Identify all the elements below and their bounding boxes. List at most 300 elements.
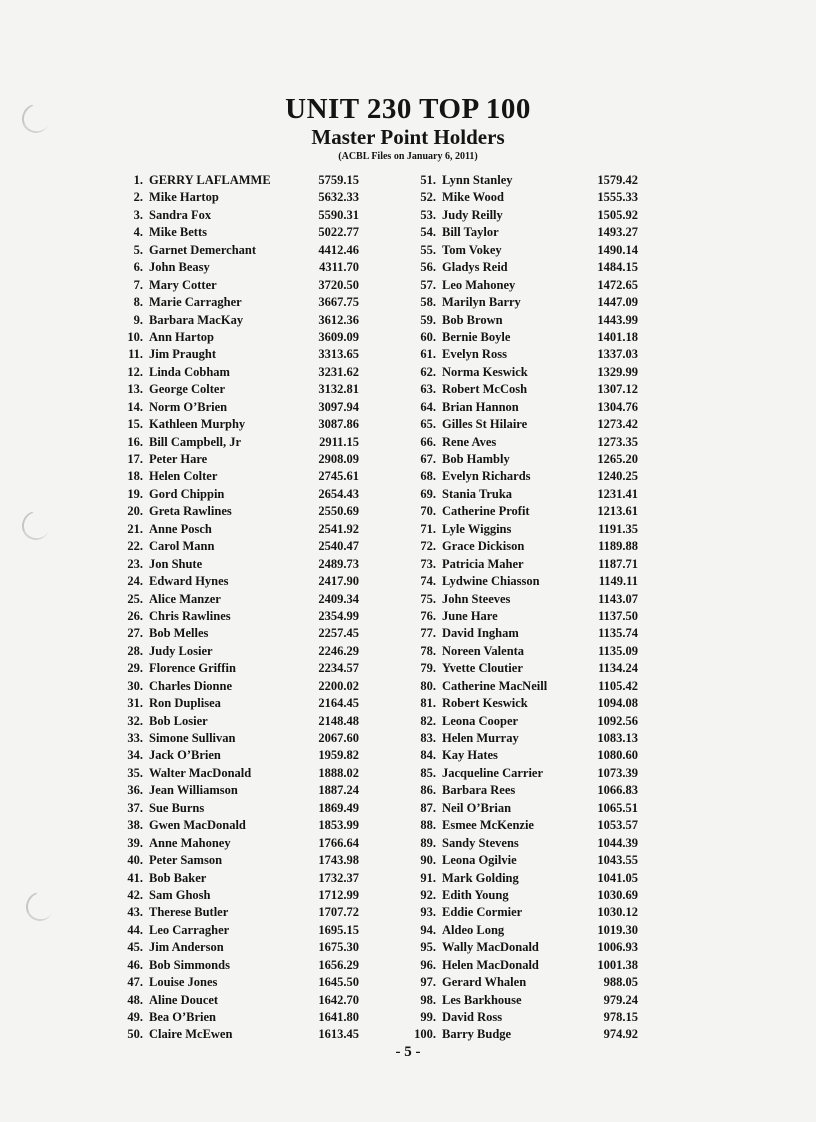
ranking-row <box>410 992 690 1009</box>
ranking-row <box>410 939 690 956</box>
ranking-row <box>117 259 397 276</box>
ranking-row <box>410 329 690 346</box>
ranking-row <box>117 294 397 311</box>
member-name: Bill Taylor <box>442 225 499 240</box>
ranking-row <box>117 765 397 782</box>
master-points: 2234.57 <box>318 661 359 676</box>
master-points: 978.15 <box>603 1010 638 1024</box>
rank-number: 24. <box>127 574 143 589</box>
ranking-row <box>117 434 397 451</box>
rank-number: 5. <box>133 242 143 257</box>
member-name: Sandy Stevens <box>442 835 519 850</box>
rank-number: 53. <box>420 207 436 222</box>
master-points: 979.24 <box>603 992 638 1007</box>
ranking-row <box>117 643 397 660</box>
member-name: Eddie Cormier <box>442 905 523 920</box>
rank-number: 16. <box>127 434 143 449</box>
master-points: 1888.02 <box>318 765 359 780</box>
ranking-row <box>117 312 397 329</box>
master-points: 1149.11 <box>598 574 638 589</box>
member-name: Simone Sullivan <box>149 731 236 745</box>
rank-number: 37. <box>127 800 143 815</box>
member-name: Lydwine Chiasson <box>442 574 540 589</box>
ranking-row <box>410 521 690 538</box>
master-points: 1401.18 <box>597 329 638 344</box>
page-title: UNIT 230 TOP 100 <box>285 93 531 125</box>
ranking-row <box>117 207 397 224</box>
ranking-row <box>410 625 690 642</box>
master-points: 1006.93 <box>597 940 638 955</box>
member-name: Barbara MacKay <box>149 312 244 327</box>
ranking-row <box>410 852 690 869</box>
member-name: GERRY LAFLAMME <box>149 173 271 187</box>
member-name: Ann Hartop <box>149 329 214 344</box>
member-name: Norm O’Brien <box>149 399 228 414</box>
ranking-list-51-100 <box>410 172 690 1044</box>
ranking-row <box>410 434 690 451</box>
ranking-row <box>410 1009 690 1026</box>
ranking-row <box>117 573 397 590</box>
master-points: 1959.82 <box>318 748 359 763</box>
rank-number: 91. <box>420 870 436 885</box>
rank-number: 85. <box>420 765 436 780</box>
member-name: Ron Duplisea <box>149 696 221 711</box>
rank-number: 100. <box>414 1027 436 1042</box>
rank-number: 35. <box>127 765 143 780</box>
ranking-row <box>410 974 690 991</box>
master-points: 2257.45 <box>318 626 359 641</box>
ranking-row <box>117 346 397 363</box>
master-points: 1484.15 <box>597 260 638 275</box>
rank-number: 75. <box>420 591 436 606</box>
rank-number: 59. <box>420 312 436 327</box>
member-name: Stania Truka <box>442 486 513 501</box>
ranking-row <box>410 451 690 468</box>
member-name: Noreen Valenta <box>442 643 525 658</box>
master-points: 3667.75 <box>318 295 359 310</box>
member-name: Robert McCosh <box>442 382 528 397</box>
rank-number: 99. <box>420 1010 436 1024</box>
ranking-row <box>410 189 690 206</box>
rank-number: 68. <box>420 469 436 484</box>
master-points: 1043.55 <box>597 853 638 868</box>
master-points: 1304.76 <box>597 399 638 414</box>
ranking-row <box>117 678 397 695</box>
master-points: 1065.51 <box>597 800 638 815</box>
master-points: 1083.13 <box>597 731 638 745</box>
member-name: Claire McEwen <box>149 1027 233 1042</box>
member-name: Jack O’Brien <box>149 748 221 763</box>
rank-number: 97. <box>420 975 436 990</box>
member-name: Chris Rawlines <box>149 608 231 623</box>
ranking-row <box>117 189 397 206</box>
ranking-row <box>410 486 690 503</box>
rank-number: 98. <box>420 992 436 1007</box>
master-points: 1613.45 <box>318 1027 359 1042</box>
ranking-row <box>117 887 397 904</box>
ranking-row <box>117 242 397 259</box>
ranking-row <box>117 608 397 625</box>
member-name: Mike Betts <box>149 225 207 240</box>
member-name: Bob Losier <box>149 713 208 728</box>
master-points: 3313.65 <box>318 347 359 362</box>
rank-number: 36. <box>127 783 143 798</box>
ranking-row <box>410 416 690 433</box>
master-points: 2067.60 <box>318 731 359 745</box>
member-name: Barry Budge <box>442 1027 512 1042</box>
member-name: David Ross <box>442 1010 503 1024</box>
ranking-row <box>410 346 690 363</box>
ranking-row <box>410 591 690 608</box>
master-points: 3612.36 <box>318 312 359 327</box>
member-name: Mike Wood <box>442 190 504 205</box>
master-points: 4311.70 <box>319 260 359 275</box>
ranking-row <box>410 904 690 921</box>
member-name: Norma Keswick <box>442 364 528 379</box>
ranking-row <box>117 486 397 503</box>
rank-number: 38. <box>127 818 143 833</box>
rank-number: 8. <box>133 295 143 310</box>
master-points: 2911.15 <box>319 434 359 449</box>
member-name: Jim Anderson <box>149 940 224 955</box>
member-name: Greta Rawlines <box>149 504 232 519</box>
ranking-row <box>117 625 397 642</box>
rank-number: 93. <box>420 905 436 920</box>
ranking-row <box>410 800 690 817</box>
rank-number: 71. <box>420 521 436 536</box>
master-points: 1187.71 <box>598 556 638 571</box>
ranking-row <box>117 992 397 1009</box>
rank-number: 31. <box>127 696 143 711</box>
rank-number: 70. <box>420 504 436 519</box>
member-name: Gilles St Hilaire <box>442 417 528 432</box>
ranking-row <box>410 660 690 677</box>
member-name: Garnet Demerchant <box>149 242 257 257</box>
master-points: 1869.49 <box>318 800 359 815</box>
rank-number: 76. <box>420 608 436 623</box>
master-points: 1094.08 <box>597 696 638 711</box>
master-points: 1066.83 <box>597 783 638 798</box>
rank-number: 9. <box>133 312 143 327</box>
ranking-row <box>117 957 397 974</box>
member-name: Robert Keswick <box>442 696 528 711</box>
ranking-row <box>410 277 690 294</box>
member-name: Tom Vokey <box>442 242 502 257</box>
member-name: Bob Simmonds <box>149 957 230 972</box>
ranking-row <box>410 538 690 555</box>
ranking-row <box>410 730 690 747</box>
master-points: 974.92 <box>603 1027 638 1042</box>
master-points: 2654.43 <box>318 486 359 501</box>
master-points: 1695.15 <box>318 922 359 937</box>
master-points: 1555.33 <box>597 190 638 205</box>
ranking-row <box>117 922 397 939</box>
rank-number: 61. <box>420 347 436 362</box>
rank-number: 74. <box>420 574 436 589</box>
master-points: 1044.39 <box>597 835 638 850</box>
member-name: Lynn Stanley <box>442 173 513 187</box>
ranking-row <box>117 329 397 346</box>
rank-number: 44. <box>127 922 143 937</box>
member-name: Wally MacDonald <box>442 940 539 955</box>
ranking-row <box>117 660 397 677</box>
master-points: 1092.56 <box>597 713 638 728</box>
master-points: 1307.12 <box>597 382 638 397</box>
master-points: 1493.27 <box>597 225 638 240</box>
member-name: Gwen MacDonald <box>149 818 246 833</box>
rank-number: 18. <box>127 469 143 484</box>
rank-number: 69. <box>420 486 436 501</box>
rank-number: 25. <box>127 591 143 606</box>
master-points: 2540.47 <box>318 539 359 554</box>
rank-number: 45. <box>127 940 143 955</box>
member-name: Leona Cooper <box>442 713 519 728</box>
master-points: 1490.14 <box>597 242 638 257</box>
member-name: Therese Butler <box>149 905 229 920</box>
member-name: Esmee McKenzie <box>442 818 534 833</box>
master-points: 1030.12 <box>597 905 638 920</box>
master-points: 2908.09 <box>318 452 359 466</box>
ranking-row <box>410 747 690 764</box>
master-points: 1265.20 <box>597 452 638 466</box>
master-points: 1135.74 <box>598 626 638 641</box>
ranking-row <box>117 381 397 398</box>
member-name: Anne Posch <box>149 521 212 536</box>
ranking-row <box>117 364 397 381</box>
ranking-row <box>117 835 397 852</box>
master-points: 1273.42 <box>597 417 638 432</box>
master-points: 1732.37 <box>318 870 359 885</box>
member-name: George Colter <box>149 382 226 397</box>
rank-number: 27. <box>127 626 143 641</box>
master-points: 1134.24 <box>598 661 638 676</box>
ranking-row <box>117 503 397 520</box>
member-name: Judy Reilly <box>442 207 503 222</box>
ranking-row <box>410 312 690 329</box>
master-points: 1329.99 <box>597 364 638 379</box>
member-name: Gord Chippin <box>149 486 225 501</box>
ranking-row <box>117 538 397 555</box>
punch-hole-mark-middle <box>18 507 54 544</box>
member-name: Gladys Reid <box>442 260 508 275</box>
rank-number: 10. <box>127 329 143 344</box>
rank-number: 62. <box>420 364 436 379</box>
master-points: 2148.48 <box>318 713 359 728</box>
master-points: 3087.86 <box>318 417 359 432</box>
member-name: Kathleen Murphy <box>149 417 246 432</box>
rank-number: 86. <box>420 783 436 798</box>
member-name: Walter MacDonald <box>149 765 252 780</box>
master-points: 5632.33 <box>318 190 359 205</box>
rank-number: 20. <box>127 504 143 519</box>
rank-number: 95. <box>420 940 436 955</box>
ranking-row <box>410 870 690 887</box>
ranking-row <box>117 904 397 921</box>
rank-number: 72. <box>420 539 436 554</box>
master-points: 1105.42 <box>598 678 638 693</box>
member-name: Bea O’Brien <box>149 1010 217 1024</box>
rank-number: 58. <box>420 295 436 310</box>
rank-number: 90. <box>420 853 436 868</box>
rank-number: 55. <box>420 242 436 257</box>
rank-number: 13. <box>127 382 143 397</box>
rank-number: 19. <box>127 486 143 501</box>
member-name: Sam Ghosh <box>149 887 211 902</box>
master-points: 3132.81 <box>318 382 359 397</box>
rank-number: 28. <box>127 643 143 658</box>
master-points: 2200.02 <box>318 678 359 693</box>
member-name: John Steeves <box>442 591 511 606</box>
ranking-row <box>117 695 397 712</box>
master-points: 2745.61 <box>318 469 359 484</box>
source-note: (ACBL Files on January 6, 2011) <box>338 151 478 162</box>
ranking-row <box>117 870 397 887</box>
ranking-row <box>117 800 397 817</box>
member-name: Edith Young <box>442 887 509 902</box>
master-points: 2354.99 <box>318 608 359 623</box>
rank-number: 57. <box>420 277 436 292</box>
ranking-row <box>117 730 397 747</box>
rank-number: 49. <box>127 1010 143 1024</box>
master-points: 1080.60 <box>597 748 638 763</box>
ranking-row <box>410 608 690 625</box>
rank-number: 29. <box>127 661 143 676</box>
ranking-list-1-50 <box>117 172 397 1044</box>
ranking-row <box>117 1026 397 1043</box>
ranking-row <box>410 172 690 189</box>
master-points: 3097.94 <box>318 399 359 414</box>
member-name: Bob Hambly <box>442 452 510 466</box>
ranking-row <box>117 782 397 799</box>
member-name: Rene Aves <box>442 434 497 449</box>
master-points: 1189.88 <box>598 539 638 554</box>
ranking-row <box>410 364 690 381</box>
ranking-row <box>117 399 397 416</box>
ranking-row <box>117 451 397 468</box>
rank-number: 78. <box>420 643 436 658</box>
master-points: 1656.29 <box>318 957 359 972</box>
member-name: Lyle Wiggins <box>442 521 512 536</box>
member-name: Gerard Whalen <box>442 975 527 990</box>
master-points: 1853.99 <box>318 818 359 833</box>
rank-number: 23. <box>127 556 143 571</box>
rank-number: 17. <box>127 452 143 466</box>
ranking-row <box>410 294 690 311</box>
member-name: Aline Doucet <box>149 992 219 1007</box>
ranking-row <box>117 747 397 764</box>
ranking-row <box>410 399 690 416</box>
master-points: 1447.09 <box>597 295 638 310</box>
master-points: 2550.69 <box>318 504 359 519</box>
master-points: 1137.50 <box>598 608 638 623</box>
member-name: Patricia Maher <box>442 556 524 571</box>
member-name: Brian Hannon <box>442 399 519 414</box>
ranking-row <box>117 974 397 991</box>
rank-number: 40. <box>127 853 143 868</box>
master-points: 1579.42 <box>597 173 638 187</box>
master-points: 1135.09 <box>598 643 638 658</box>
ranking-row <box>410 381 690 398</box>
member-name: Leo Carragher <box>149 922 230 937</box>
master-points: 1240.25 <box>597 469 638 484</box>
member-name: Peter Hare <box>149 452 208 466</box>
member-name: Marie Carragher <box>149 295 242 310</box>
rank-number: 39. <box>127 835 143 850</box>
member-name: Bob Melles <box>149 626 209 641</box>
punch-hole-mark-bottom <box>22 888 58 925</box>
master-points: 5590.31 <box>318 207 359 222</box>
master-points: 2164.45 <box>318 696 359 711</box>
rank-number: 96. <box>420 957 436 972</box>
rank-number: 33. <box>127 731 143 745</box>
rank-number: 82. <box>420 713 436 728</box>
member-name: Jacqueline Carrier <box>442 765 544 780</box>
member-name: Neil O’Brian <box>442 800 512 815</box>
master-points: 1053.57 <box>597 818 638 833</box>
member-name: Bob Baker <box>149 870 207 885</box>
rank-number: 89. <box>420 835 436 850</box>
ranking-row <box>117 1009 397 1026</box>
rank-number: 65. <box>420 417 436 432</box>
master-points: 1712.99 <box>318 887 359 902</box>
master-points: 2541.92 <box>318 521 359 536</box>
master-points: 988.05 <box>603 975 638 990</box>
rank-number: 67. <box>420 452 436 466</box>
ranking-row <box>117 172 397 189</box>
rank-number: 3. <box>133 207 143 222</box>
ranking-row <box>117 521 397 538</box>
member-name: Bob Brown <box>442 312 503 327</box>
master-points: 1707.72 <box>318 905 359 920</box>
rank-number: 66. <box>420 434 436 449</box>
ranking-row <box>117 591 397 608</box>
member-name: Catherine MacNeill <box>442 678 548 693</box>
ranking-row <box>117 713 397 730</box>
ranking-row <box>410 573 690 590</box>
member-name: Florence Griffin <box>149 661 236 676</box>
rank-number: 26. <box>127 608 143 623</box>
rank-number: 22. <box>127 539 143 554</box>
ranking-row <box>117 817 397 834</box>
ranking-row <box>410 259 690 276</box>
member-name: Jean Williamson <box>149 783 238 798</box>
member-name: Catherine Profit <box>442 504 530 519</box>
member-name: Jon Shute <box>149 556 203 571</box>
rank-number: 21. <box>127 521 143 536</box>
ranking-row <box>410 242 690 259</box>
master-points: 2409.34 <box>318 591 359 606</box>
ranking-row <box>410 678 690 695</box>
member-name: Marilyn Barry <box>442 295 521 310</box>
member-name: Charles Dionne <box>149 678 232 693</box>
ranking-row <box>410 887 690 904</box>
rank-number: 60. <box>420 329 436 344</box>
member-name: Bill Campbell, Jr <box>149 434 242 449</box>
member-name: Anne Mahoney <box>149 835 231 850</box>
rank-number: 64. <box>420 399 436 414</box>
master-points: 3231.62 <box>318 364 359 379</box>
ranking-row <box>117 224 397 241</box>
rank-number: 43. <box>127 905 143 920</box>
ranking-row <box>117 416 397 433</box>
member-name: Jim Praught <box>149 347 217 362</box>
page-number: - 5 - <box>395 1044 421 1060</box>
member-name: Alice Manzer <box>149 591 221 606</box>
member-name: Mary Cotter <box>149 277 217 292</box>
rank-number: 12. <box>127 364 143 379</box>
rank-number: 48. <box>127 992 143 1007</box>
ranking-row <box>117 939 397 956</box>
